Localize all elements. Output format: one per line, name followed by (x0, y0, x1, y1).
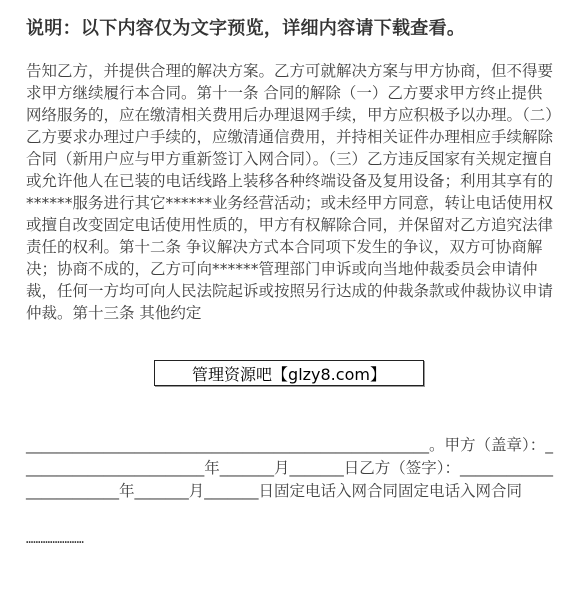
preview-notice: 说明：以下内容仅为文字预览，详细内容请下载查看。 (26, 18, 466, 39)
continuation-ellipsis: …………………… (26, 532, 84, 546)
watermark-banner: 管理资源吧【glzy8.com】 (154, 360, 424, 386)
signature-section: ____________________________________________________。甲方（盖章）：________________________年_______月_______日乙方（签字）：________________________年_______月_______日固定电话入网合同固定电话入网合同 (26, 436, 554, 500)
document-body (26, 60, 554, 324)
contract-text: 告知乙方，并提供合理的解决方案。乙方可就解决方案与甲方协商，但不得要求甲方继续履行本合同。第十一条 合同的解除（一）乙方要求甲方终止提供网络服务的，应在缴清相关费用后办理退网手续，甲方应积极予以办理。（二）乙方要求办理过户手续的，应缴清通信费用，并持相关证件办理相应手续解除合同（新用户应与甲方重新签订入网合同）。（三）乙方违反国家有关规定擅自或允许他人在已装的电话线路上装移各种终端设备及复用设备；利用其享有的******服务进行其它******业务经营活动；或未经甲方同意，转让电话使用权或擅自改变固定电话使用性质的，甲方有权解除合同，并保留对乙方追究法律责任的权利。第十二条 争议解决方式本合同项下发生的争议，双方可协商解决；协商不成的，乙方可向******管理部门申诉或向当地仲裁委员会申请仲裁，任何一方均可向人民法院起诉或按照另行达成的仲裁条款或仲裁协议申请仲裁。第十三条 其他约定 (26, 62, 554, 322)
